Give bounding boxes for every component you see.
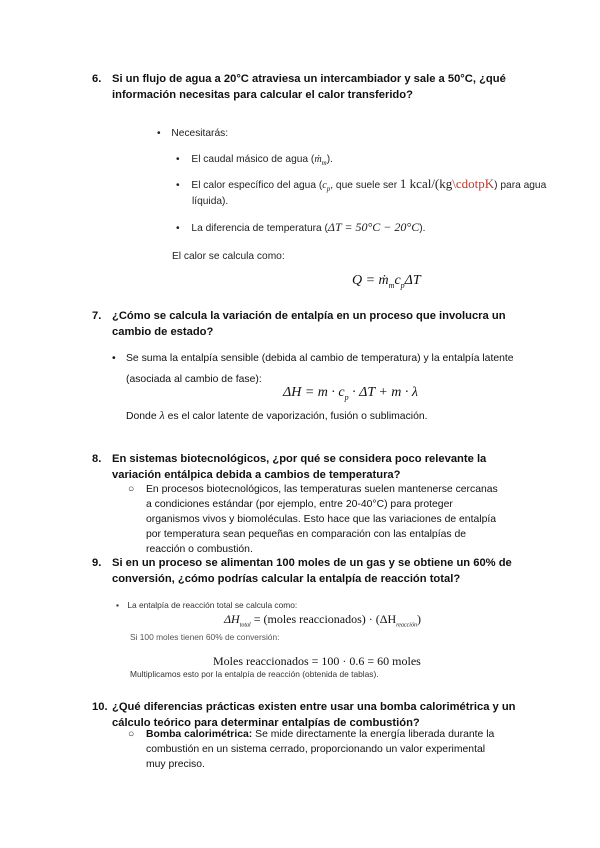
formula-part: · ΔT + m · λ	[348, 385, 418, 400]
formula-sub: reacción	[396, 622, 417, 629]
formula-moles: Moles reaccionados = 100 · 0.6 = 60 moles	[213, 654, 421, 668]
item-text: ) para agua	[494, 180, 547, 191]
formula-q	[352, 273, 421, 290]
q9-line3: Multiplicamos esto por la entalpía de reacción (obtenida de tablas).	[130, 669, 379, 679]
circle-bullet: ○	[128, 484, 135, 495]
answer-line: En procesos biotecnológicos, las temperaturas suelen mantenerse cercanas	[146, 484, 498, 495]
bullet-dot: •	[176, 180, 180, 191]
q7-bullet-cont: (asociada al cambio de fase):	[126, 374, 262, 385]
math-sub: m	[321, 159, 327, 168]
question-number: 6.	[92, 73, 102, 85]
where-text: Donde	[126, 411, 160, 422]
needs-item-specific-heat	[176, 176, 576, 197]
bullet-dot: •	[176, 223, 180, 234]
formula-part: c	[394, 273, 401, 288]
formula-sub: m	[388, 280, 395, 290]
question-number: 8.	[92, 453, 102, 465]
math-delta-t: ΔT = 50°C − 20°C	[327, 220, 420, 234]
bullet-dot: •	[112, 353, 116, 364]
calc-line: El calor se calcula como:	[172, 251, 285, 262]
q7-where	[126, 408, 428, 424]
answer-line: por temperatura sean pequeñas en comparación con las entalpías de	[146, 529, 467, 540]
answer-line: a condiciones estándar (por ejemplo, entre 20-40°C) para proteger	[146, 499, 453, 510]
math-unit: 1 kcal/(kg	[399, 176, 453, 191]
formula-part: = (moles reaccionados) · (ΔH	[250, 612, 397, 626]
circle-bullet: ○	[128, 729, 135, 740]
item-text: El calor específico del agua (	[191, 180, 323, 191]
answer-line: combustión en un sistema cerrado, proporcionando un valor experimental	[146, 744, 486, 755]
needs-line	[157, 126, 228, 141]
needs-item-temp-diff	[176, 220, 425, 236]
formula-part: ΔT	[404, 273, 421, 288]
question-number: 7.	[92, 310, 102, 322]
q9-line2: Si 100 moles tienen 60% de conversión:	[130, 632, 280, 642]
needs-label: Necesitarás:	[171, 128, 229, 139]
answer-text: Se mide directamente la energía liberada durante la	[252, 729, 495, 740]
formula-part: Q = ṁ	[352, 273, 389, 288]
answer-line: organismos vivos y biomoléculas. Esto hace que las variaciones de entalpía	[146, 514, 497, 525]
question-number: 9.	[92, 557, 102, 569]
formula-delta-h	[283, 385, 418, 402]
formula-total-enthalpy	[224, 612, 421, 628]
q9-line1	[116, 600, 297, 611]
needs-item-mass-flow	[176, 152, 333, 171]
question-text: Si un flujo de agua a 20°C atraviesa un intercambiador y sale a 50°C, ¿qué información necesitas para calcular el calor transferido?	[112, 73, 506, 101]
formula-sub: total	[239, 622, 251, 629]
item-text: , que suele ser	[330, 180, 400, 191]
formula-part: ΔH	[224, 612, 240, 626]
question-text: En sistemas biotecnológicos, ¿por qué se considera poco relevante la variación entálpica debida a cambios de temperatura?	[112, 453, 487, 481]
bullet-dot: •	[176, 154, 180, 165]
question-text: ¿Cómo se calcula la variación de entalpía en un proceso que involucra un cambio de estado?	[112, 310, 506, 338]
math-mdot: ṁ	[314, 154, 322, 165]
question-number: 10.	[92, 701, 108, 713]
question-text: Si en un proceso se alimentan 100 moles de un gas y se obtiene un 60% de conversión, ¿cómo podrías calcular la entalpía de reacción total?	[112, 557, 512, 585]
item-text-end: ).	[326, 154, 333, 165]
answer-term: Bomba calorimétrica:	[146, 729, 253, 740]
answer-line: reacción o combustión.	[146, 544, 253, 555]
math-sub: p	[326, 185, 331, 194]
item-text: ).	[419, 223, 426, 234]
line-text: La entalpía de reacción total se calcula como:	[127, 600, 298, 610]
item-text: La diferencia de temperatura (	[191, 223, 328, 234]
question-text: ¿Qué diferencias prácticas existen entre usar una bomba calorimétrica y un cálculo teórico para determinar entalpías de combustión?	[112, 701, 516, 729]
math-lambda: λ	[159, 408, 165, 422]
answer-line: muy preciso.	[146, 759, 205, 770]
formula-sub: p	[400, 280, 405, 290]
math-error-red: \cdotpK	[452, 176, 495, 191]
bullet-dot: •	[157, 128, 161, 139]
bullet-dot: ▪	[116, 600, 119, 610]
q7-bullet	[112, 351, 582, 366]
answer-line	[146, 727, 494, 742]
formula-sub: p	[344, 392, 349, 402]
math-cp: c	[322, 180, 327, 191]
needs-item-specific-heat-cont: líquida).	[192, 196, 229, 207]
formula-part: )	[416, 612, 421, 626]
bullet-text: Se suma la entalpía sensible (debida al cambio de temperatura) y la entalpía latente	[126, 353, 514, 364]
where-text: es el calor latente de vaporización, fusión o sublimación.	[164, 411, 428, 422]
item-text: El caudal másico de agua (	[191, 154, 315, 165]
formula-part: ΔH = m · c	[283, 385, 345, 400]
